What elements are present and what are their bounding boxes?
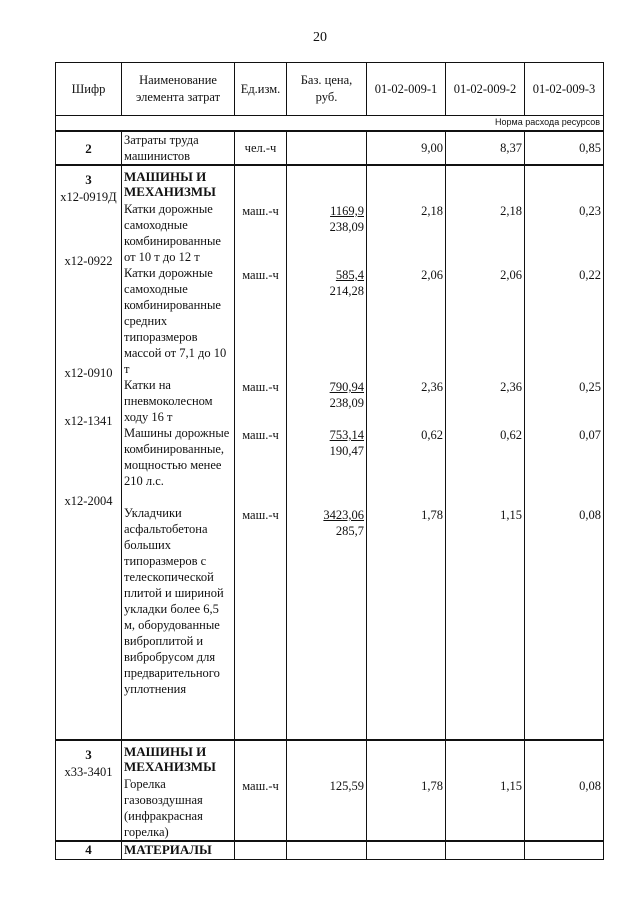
burner-v3: 0,08	[579, 779, 601, 793]
machine-name: Катки дорожные самоходные комбинированные средних типоразмеров массой от 7,1 до 10 т	[124, 266, 227, 376]
labor-v1: 9,00	[367, 131, 446, 165]
burner-price: 125,59	[329, 779, 364, 793]
burner-unit: маш.-ч	[242, 779, 279, 793]
labor-row	[56, 131, 604, 165]
materials-price	[287, 841, 367, 859]
machine-v2: 0,62	[500, 428, 522, 442]
machine-v3: 0,22	[579, 268, 601, 282]
machines-v1-cell	[367, 165, 446, 740]
price-top: 790,94	[329, 380, 364, 394]
machine-v1: 2,36	[421, 380, 443, 394]
machines-units-cell	[235, 165, 287, 740]
machine-code: х12-0910	[64, 366, 113, 380]
norm-caption-row	[56, 116, 604, 132]
materials-code: 4	[56, 841, 122, 859]
header-name: Наименование элемента затрат	[122, 63, 235, 116]
price-top: 1169,9	[330, 204, 364, 218]
machine-unit: маш.-ч	[242, 508, 279, 522]
resource-table	[55, 62, 604, 860]
machine-code: х12-0922	[64, 254, 113, 268]
machine-v1: 2,18	[421, 204, 443, 218]
burner-v2-cell	[446, 740, 525, 841]
labor-price	[287, 131, 367, 165]
price-bottom: 285,7	[335, 524, 364, 538]
burner-v2: 1,15	[500, 779, 522, 793]
header-price: Баз. цена, руб.	[287, 63, 367, 116]
materials-row	[56, 841, 604, 859]
burner-price-cell	[287, 740, 367, 841]
machine-name: Укладчики асфальтобетона больших типоразмеров с телескопической плитой и шириной укладки более 6,5 м, оборудованные виброплитой и вибробрусом для предварительного уплотнения	[124, 506, 224, 696]
machines-prices-cell	[287, 165, 367, 740]
price-block	[289, 427, 364, 507]
machine-v2: 1,15	[500, 508, 522, 522]
machine-v3: 0,25	[579, 380, 601, 394]
machine-name: Катки на пневмоколесном ходу 16 т	[124, 378, 213, 424]
machine-unit: маш.-ч	[242, 428, 279, 442]
labor-unit: чел.-ч	[235, 131, 287, 165]
machine-code: х12-2004	[64, 494, 113, 508]
machine-v1: 0,62	[421, 428, 443, 442]
price-block	[289, 267, 364, 379]
norm-caption: Норма расхода ресурсов	[56, 116, 604, 132]
burner-v1: 1,78	[421, 779, 443, 793]
machine-v2: 2,18	[500, 204, 522, 218]
machine-v2: 2,36	[500, 380, 522, 394]
labor-name: Затраты труда машинистов	[122, 131, 235, 165]
labor-v2: 8,37	[446, 131, 525, 165]
machine-code: х12-0919Д	[60, 190, 117, 204]
header-code: Шифр	[56, 63, 122, 116]
burner-codes-cell	[56, 740, 122, 841]
section-title: МАШИНЫ И МЕХАНИЗМЫ	[124, 744, 216, 774]
materials-unit	[235, 841, 287, 859]
header-row	[56, 63, 604, 116]
machine-v3: 0,08	[579, 508, 601, 522]
header-col1: 01-02-009-1	[367, 63, 446, 116]
burner-names-cell	[122, 740, 235, 841]
price-block	[289, 507, 364, 539]
machines-section-row	[56, 165, 604, 740]
machine-unit: маш.-ч	[242, 204, 279, 218]
machines-codes-cell	[56, 165, 122, 740]
machines-names-cell	[122, 165, 235, 740]
burner-unit-cell	[235, 740, 287, 841]
price-bottom: 238,09	[329, 220, 364, 234]
machine-v3: 0,07	[579, 428, 601, 442]
machine-unit: маш.-ч	[242, 268, 279, 282]
price-bottom: 190,47	[329, 444, 364, 458]
burner-code: х33-3401	[64, 765, 113, 779]
section-code: 3	[85, 172, 92, 187]
price-bottom: 214,28	[329, 284, 364, 298]
burner-v1-cell	[367, 740, 446, 841]
materials-v3	[525, 841, 604, 859]
header-col2: 01-02-009-2	[446, 63, 525, 116]
section-title: МАШИНЫ И МЕХАНИЗМЫ	[124, 169, 216, 199]
price-block	[289, 203, 364, 267]
labor-v3: 0,85	[525, 131, 604, 165]
price-top: 753,14	[329, 428, 364, 442]
machine-v1: 1,78	[421, 508, 443, 522]
materials-title: МАТЕРИАЛЫ	[122, 841, 235, 859]
machine-unit: маш.-ч	[242, 380, 279, 394]
price-top: 585,4	[335, 268, 364, 282]
materials-v1	[367, 841, 446, 859]
burner-section-row	[56, 740, 604, 841]
labor-code: 2	[56, 131, 122, 165]
section-code: 3	[85, 747, 92, 762]
price-bottom: 238,09	[329, 396, 364, 410]
machines-v2-cell	[446, 165, 525, 740]
machines-v3-cell	[525, 165, 604, 740]
machine-name: Машины дорожные комбинированные, мощностью менее 210 л.с.	[124, 426, 230, 488]
machine-v3: 0,23	[579, 204, 601, 218]
page-number: 20	[313, 30, 327, 45]
burner-v3-cell	[525, 740, 604, 841]
header-col3: 01-02-009-3	[525, 63, 604, 116]
materials-v2	[446, 841, 525, 859]
machine-v2: 2,06	[500, 268, 522, 282]
burner-name: Горелка газовоздушная (инфракрасная горелка)	[124, 777, 203, 839]
machine-name: Катки дорожные самоходные комбинированные от 10 т до 12 т	[124, 202, 221, 264]
machine-v1: 2,06	[421, 268, 443, 282]
price-block	[289, 379, 364, 427]
header-unit: Ед.изм.	[235, 63, 287, 116]
price-top: 3423,06	[323, 508, 364, 522]
machine-code: х12-1341	[64, 414, 113, 428]
